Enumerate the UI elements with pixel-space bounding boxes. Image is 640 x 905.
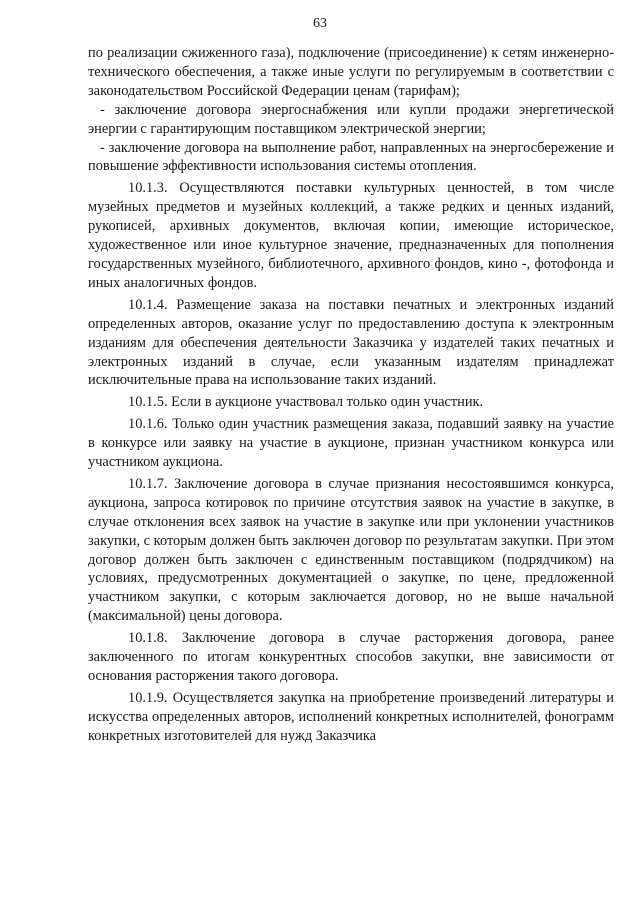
clause-10-1-6: 10.1.6. Только один участник размещения заказа, подавший заявку на участие в конкурсе или заявку на участие в аукционе, признан участником конкурса или участником аукциона. [88, 416, 614, 471]
bullet-item-power-supply: - заключение договора энергоснабжения или купли продажи энергетической энергии с гарантирующим поставщиком электрической энергии; [88, 101, 614, 137]
page-number: 63 [313, 16, 327, 31]
paragraph-continuation: по реализации сжиженного газа), подключение (присоединение) к сетям инженерно-технического обеспечения, а также иные услуги по регулируемым в соответствии с законодательством Российской Федерации ценам (тарифам); [88, 45, 614, 99]
clause-10-1-8: 10.1.8. Заключение договора в случае расторжения договора, ранее заключенного по итогам конкурентных способов закупки, вне зависимости от основания расторжения такого договора. [88, 630, 614, 684]
clause-10-1-9: 10.1.9. Осуществляется закупка на приобретение произведений литературы и искусства определенных авторов, исполнений конкретных исполнителей, фонограмм конкретных изготовителей для нужд Заказчика [88, 689, 614, 744]
clause-10-1-4: 10.1.4. Размещение заказа на поставки печатных и электронных изданий определенных авторов, оказание услуг по предоставлению доступа к электронным изданиям для обеспечения деятельности Заказчика у издателей таких печатных и электронных изданий в случае, если указанным издателям принадлежат исключительные права на использование таких изданий. [88, 296, 614, 389]
clause-10-1-7: 10.1.7. Заключение договора в случае признания несостоявшимся конкурса, аукциона, запроса котировок по причине отсутствия заявок на участие в закупке, в случае отклонения всех заявок на участие в закупке или при уклонении участников закупки, с которым должен быть заключен договор по результатам закупки. При этом договор должен быть заключен с единственным поставщиком (подрядчиком) на условиях, предусмотренных документацией о закупке, по цене, предложенной участником закупки, с которым заключается договор, но не выше начальной (максимальной) цены договора. [88, 475, 614, 625]
bullet-item-energy-saving: - заключение договора на выполнение работ, направленных на энергосбережение и повышение эффективности использования системы отопления. [88, 139, 614, 175]
document-body [88, 44, 614, 746]
clause-10-1-5: 10.1.5. Если в аукционе участвовал только один участник. [128, 394, 484, 411]
clause-10-1-3: 10.1.3. Осуществляются поставки культурных ценностей, в том числе музейных предметов и музейных коллекций, а также редких и ценных изданий, рукописей, архивных документов, включая копии, имеющие историческое, художественное или иное культурное значение, предназначенных для пополнения государственных музейного, библиотечного, архивного фондов, кино -, фотофонда и иных аналогичных фондов. [88, 180, 614, 291]
